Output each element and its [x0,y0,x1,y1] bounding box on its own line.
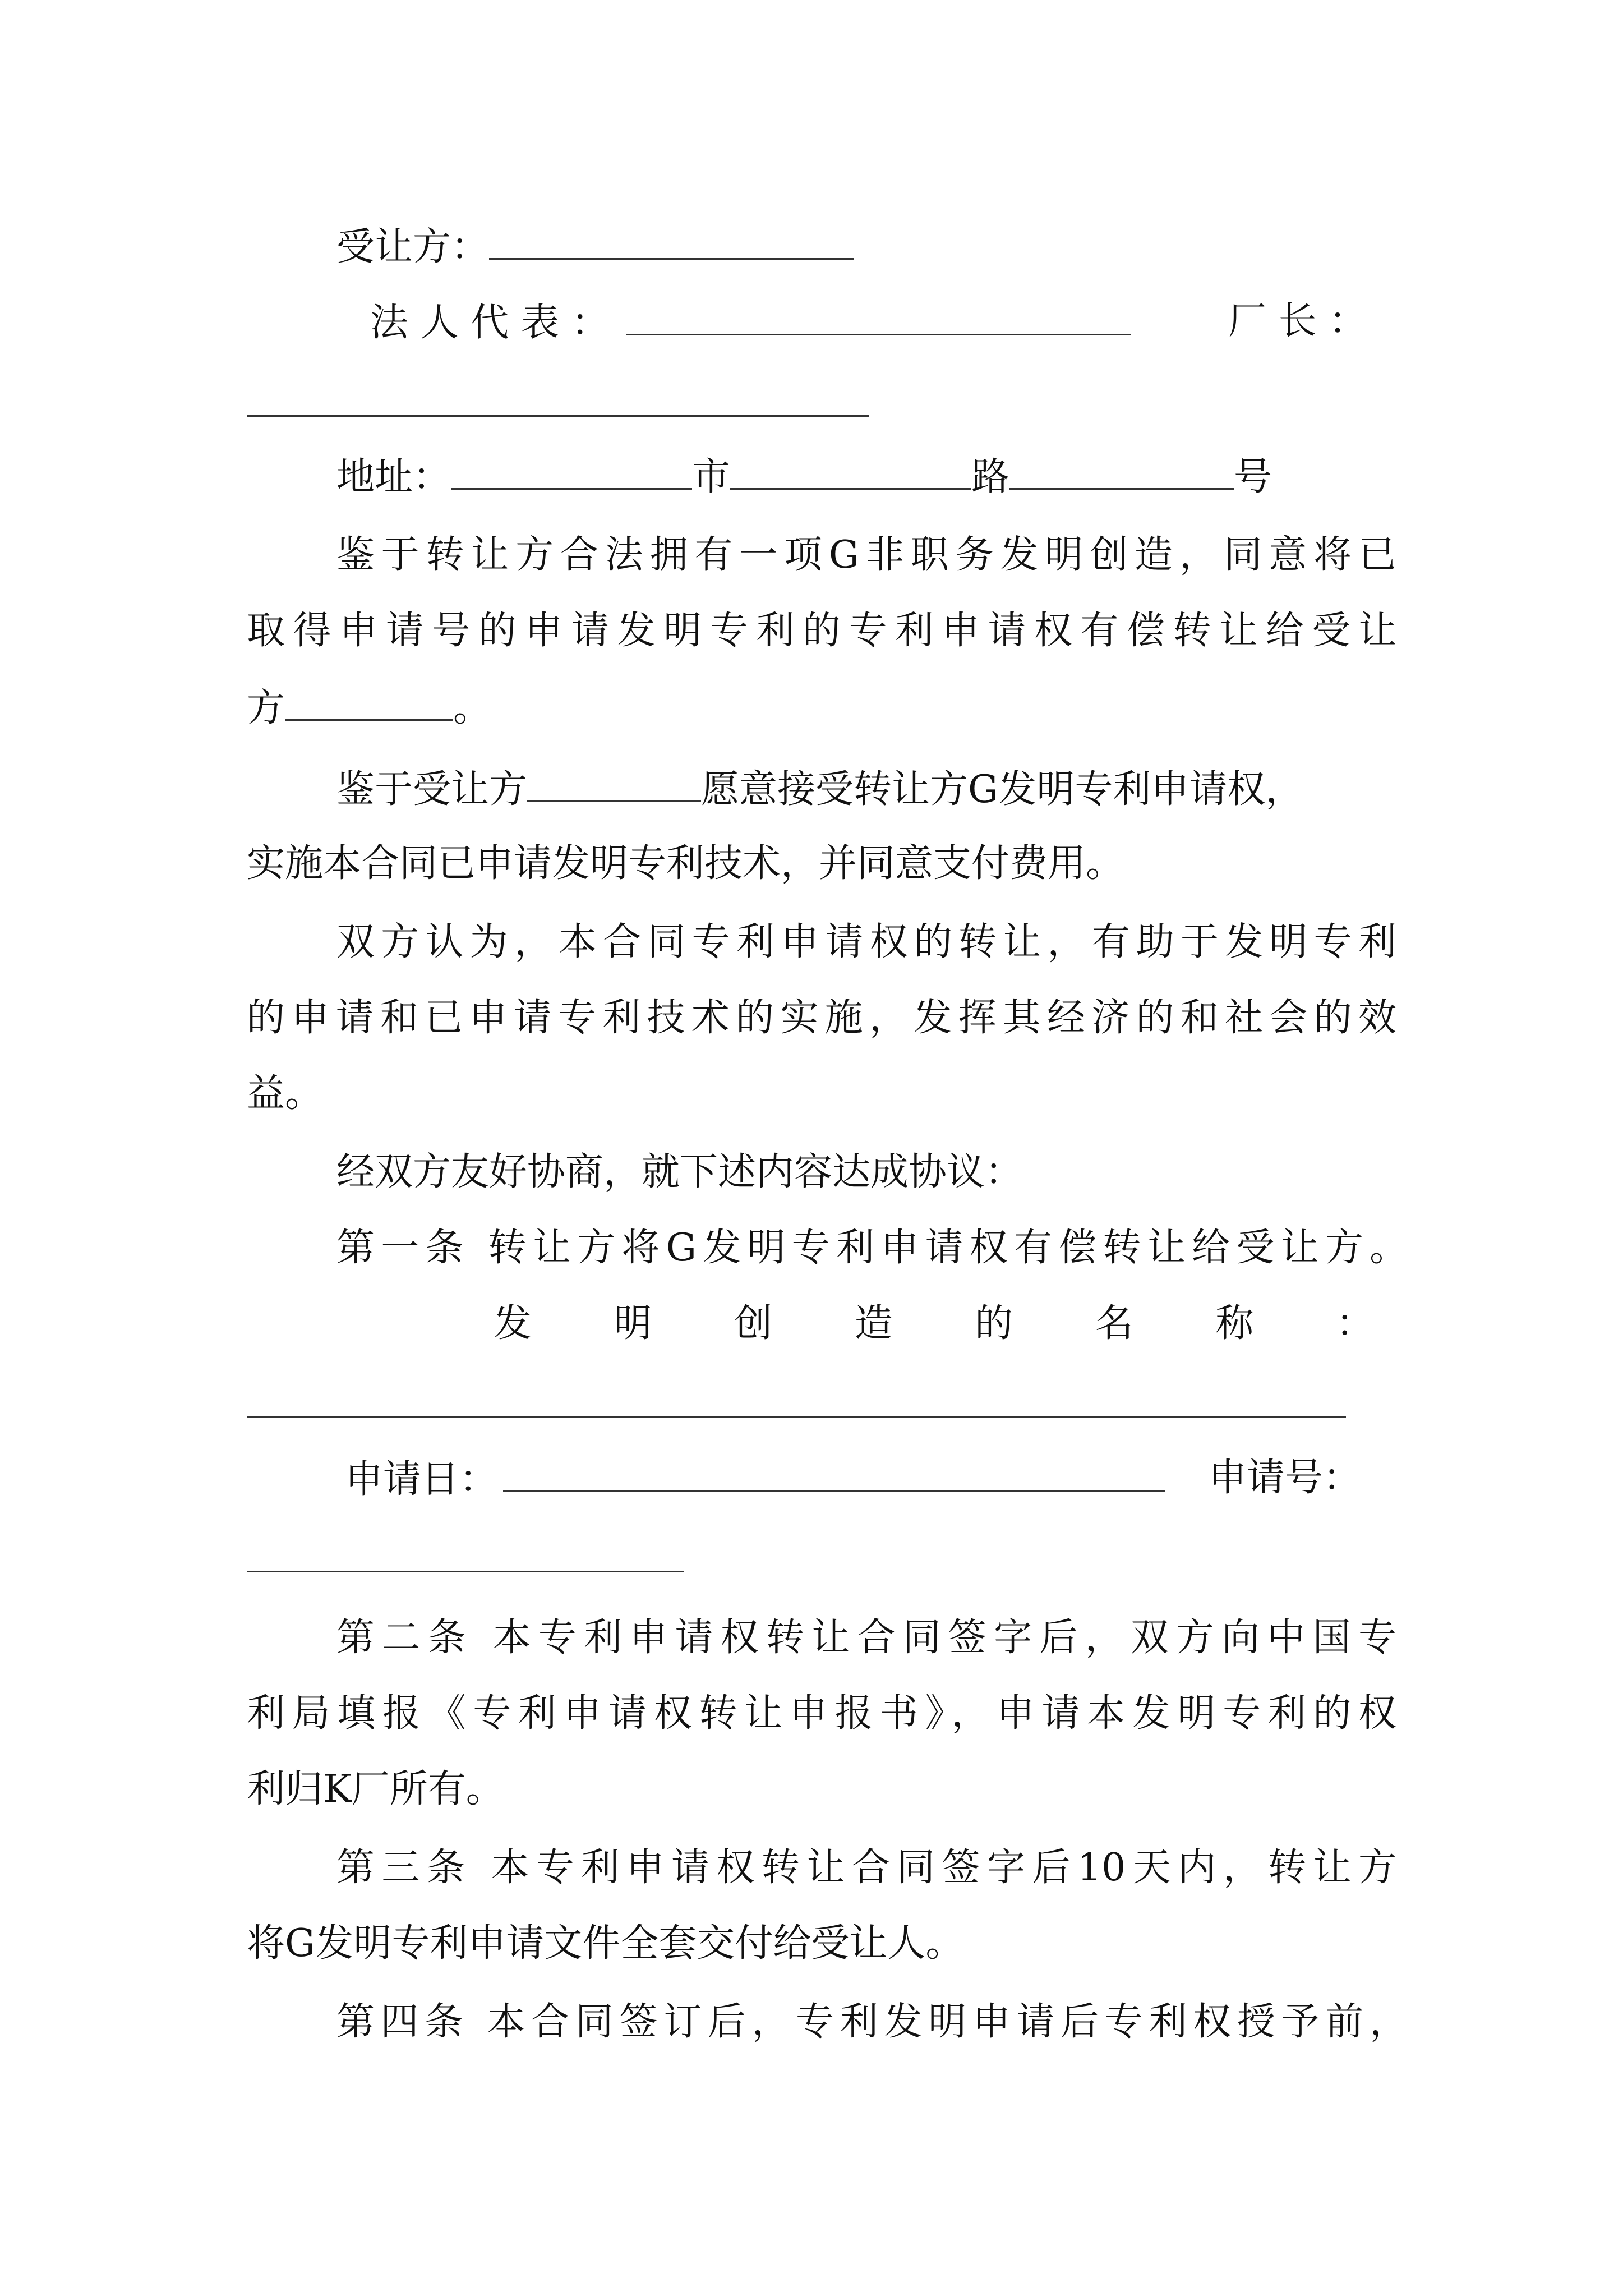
assignee-blank[interactable] [489,223,854,260]
address-number-label: 号 [1234,455,1272,499]
article-1: 第一条 转让方将G发明专利申请权有偿转让给受让方。 [336,1226,1408,1270]
address-road-label: 路 [971,455,1010,499]
invention-name-label: 发 明 创 造 的 名 称 ： [494,1301,1374,1346]
factory-head-blank[interactable] [247,415,869,417]
address-label: 地址： [336,455,451,499]
factory-head-label: 厂 长 ： [1228,299,1367,343]
legal-rep-blank[interactable] [626,299,1131,335]
recital-2-line-1 [336,766,1303,811]
recital-1-line-3 [247,684,491,729]
recital-3-line-1: 双方认为，本合同专利申请权的转让，有助于发明专利 [336,920,1396,964]
article-2-line-3: 利归K厂所有。 [247,1767,504,1811]
recital-4: 经双方友好协商，就下述内容达成协议： [336,1150,1023,1194]
application-no-blank[interactable] [247,1571,684,1572]
application-date-label: 申请日： [345,1457,498,1502]
recital-1-line-1: 鉴于转让方合法拥有一项G非职务发明创造，同意将已 [336,533,1396,577]
application-no-label: 申请号： [1209,1456,1362,1500]
recital-2-text-b: 愿意接受转让方G发明专利申请权， [701,767,1304,812]
address-line [336,453,1272,498]
article-3-line-1: 第三条 本专利申请权转让合同签字后10天内，转让方 [336,1846,1396,1890]
assignee-name-blank-2[interactable] [527,766,701,802]
assignee-line [336,223,854,268]
article-2-line-2: 利局填报《专利申请权转让申报书》，申请本发明专利的权 [247,1691,1396,1736]
legal-rep-line [370,299,1131,344]
assignee-label: 受让方： [336,225,490,269]
assignee-name-blank-1[interactable] [285,684,453,721]
invention-name-blank[interactable] [247,1416,1346,1418]
recital-2-text-a: 鉴于受让方 [336,767,528,812]
address-city-blank[interactable] [451,453,692,490]
address-road-blank[interactable] [730,453,971,490]
application-line [345,1456,1165,1501]
recital-3-line-2: 的申请和已申请专利技术的实施，发挥其经济的和社会的效 [247,996,1396,1040]
article-3-line-2: 将G发明专利申请文件全套交付给受让人。 [247,1921,964,1966]
article-2-line-1: 第二条 本专利申请权转让合同签字后，双方向中国专 [336,1616,1396,1660]
legal-rep-label: 法 人 代 表 ： [370,301,610,345]
article-4-line-1: 第四条 本合同签订后，专利发明申请后专利权授予前， [336,2000,1408,2044]
recital-1-end: 。 [453,686,492,730]
recital-3-line-3: 益。 [247,1071,324,1116]
address-number-blank[interactable] [1009,453,1234,490]
recital-2-line-2: 实施本合同已申请发明专利技术，并同意支付费用。 [247,841,1124,886]
application-date-blank[interactable] [503,1456,1165,1492]
recital-1-text: 方 [247,686,285,730]
recital-1-line-2: 取得申请号的申请发明专利的专利申请权有偿转让给受让 [247,609,1396,653]
address-city-label: 市 [692,455,731,499]
